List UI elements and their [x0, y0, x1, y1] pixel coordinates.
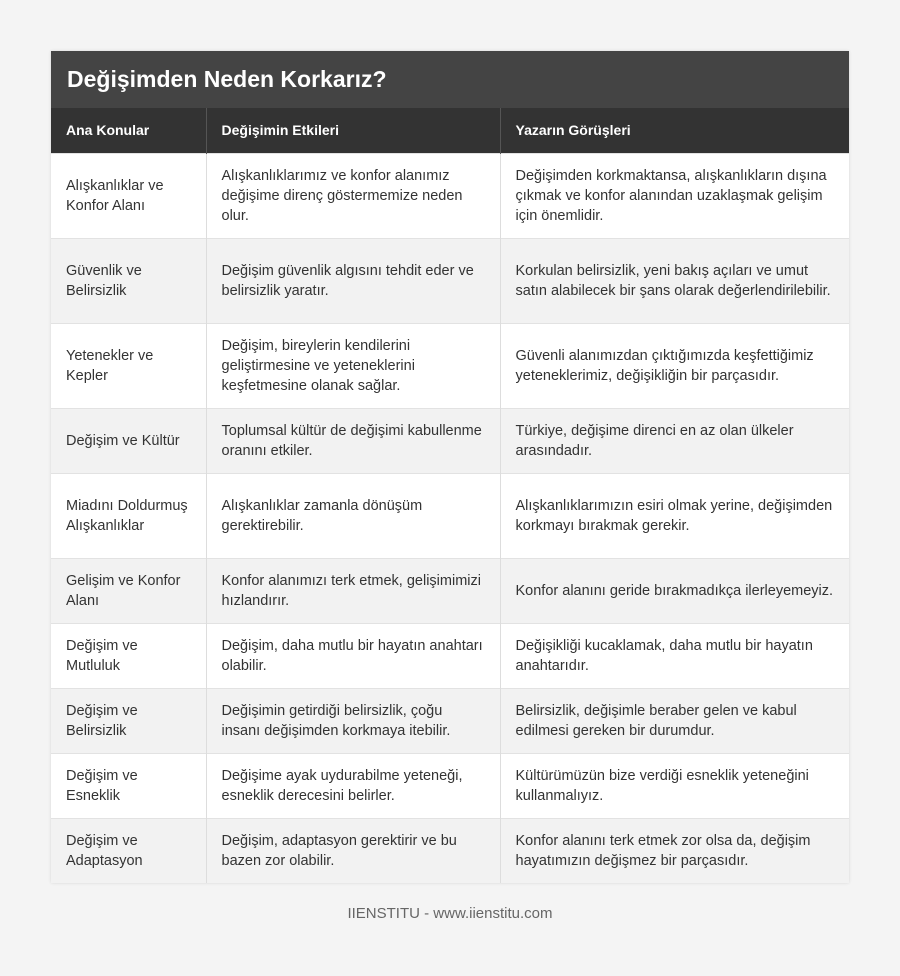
cell-effect: Konfor alanımızı terk etmek, gelişimimizi hızlandırır.	[206, 558, 500, 623]
table-row	[51, 323, 849, 408]
column-header-author-views: Yazarın Görüşleri	[500, 108, 849, 153]
table-row	[51, 623, 849, 688]
cell-effect: Değişim, adaptasyon gerektirir ve bu bazen zor olabilir.	[206, 818, 500, 883]
column-header-effects: Değişimin Etkileri	[206, 108, 500, 153]
cell-view: Değişimden korkmaktansa, alışkanlıkların dışına çıkmak ve konfor alanından uzaklaşmak gelişim için önemlidir.	[500, 153, 849, 238]
table-row	[51, 688, 849, 753]
cell-topic: Değişim ve Mutluluk	[51, 623, 206, 688]
cell-topic: Değişim ve Belirsizlik	[51, 688, 206, 753]
table-title: Değişimden Neden Korkarız?	[51, 51, 849, 108]
table-row	[51, 238, 849, 323]
cell-view: Değişikliği kucaklamak, daha mutlu bir hayatın anahtarıdır.	[500, 623, 849, 688]
cell-topic: Miadını Doldurmuş Alışkanlıklar	[51, 473, 206, 558]
cell-topic: Alışkanlıklar ve Konfor Alanı	[51, 153, 206, 238]
cell-topic: Değişim ve Adaptasyon	[51, 818, 206, 883]
cell-view: Güvenli alanımızdan çıktığımızda keşfettiğimiz yeteneklerimiz, değişikliğin bir parçasıdır.	[500, 323, 849, 408]
cell-effect: Toplumsal kültür de değişimi kabullenme oranını etkiler.	[206, 408, 500, 473]
cell-topic: Gelişim ve Konfor Alanı	[51, 558, 206, 623]
cell-view: Alışkanlıklarımızın esiri olmak yerine, değişimden korkmayı bırakmak gerekir.	[500, 473, 849, 558]
cell-effect: Alışkanlıklar zamanla dönüşüm gerektirebilir.	[206, 473, 500, 558]
column-header-topics: Ana Konular	[51, 108, 206, 153]
cell-topic: Yetenekler ve Kepler	[51, 323, 206, 408]
cell-view: Konfor alanını geride bırakmadıkça ilerleyemeyiz.	[500, 558, 849, 623]
cell-effect: Değişimin getirdiği belirsizlik, çoğu insanı değişimden korkmaya itebilir.	[206, 688, 500, 753]
cell-topic: Değişim ve Kültür	[51, 408, 206, 473]
table-row	[51, 558, 849, 623]
cell-view: Türkiye, değişime direnci en az olan ülkeler arasındadır.	[500, 408, 849, 473]
table-row	[51, 818, 849, 883]
cell-view: Konfor alanını terk etmek zor olsa da, değişim hayatımızın değişmez bir parçasıdır.	[500, 818, 849, 883]
table-row	[51, 753, 849, 818]
table-row	[51, 473, 849, 558]
cell-topic: Güvenlik ve Belirsizlik	[51, 238, 206, 323]
cell-effect: Değişim, daha mutlu bir hayatın anahtarı olabilir.	[206, 623, 500, 688]
cell-effect: Alışkanlıklarımız ve konfor alanımız değişime direnç göstermemize neden olur.	[206, 153, 500, 238]
table-row	[51, 408, 849, 473]
footer-credit: IIENSTITU - www.iienstitu.com	[347, 905, 553, 922]
cell-view: Korkulan belirsizlik, yeni bakış açıları ve umut satın alabilecek bir şans olarak değerlendirilebilir.	[500, 238, 849, 323]
cell-effect: Değişim, bireylerin kendilerini geliştirmesine ve yeteneklerini keşfetmesine olanak sağlar.	[206, 323, 500, 408]
table-card	[51, 51, 849, 883]
header-row	[51, 108, 849, 153]
cell-effect: Değişime ayak uydurabilme yeteneği, esneklik derecesini belirler.	[206, 753, 500, 818]
cell-effect: Değişim güvenlik algısını tehdit eder ve belirsizlik yaratır.	[206, 238, 500, 323]
cell-view: Belirsizlik, değişimle beraber gelen ve kabul edilmesi gereken bir durumdur.	[500, 688, 849, 753]
cell-view: Kültürümüzün bize verdiği esneklik yeteneğini kullanmalıyız.	[500, 753, 849, 818]
cell-topic: Değişim ve Esneklik	[51, 753, 206, 818]
data-table	[51, 108, 849, 883]
table-row	[51, 153, 849, 238]
